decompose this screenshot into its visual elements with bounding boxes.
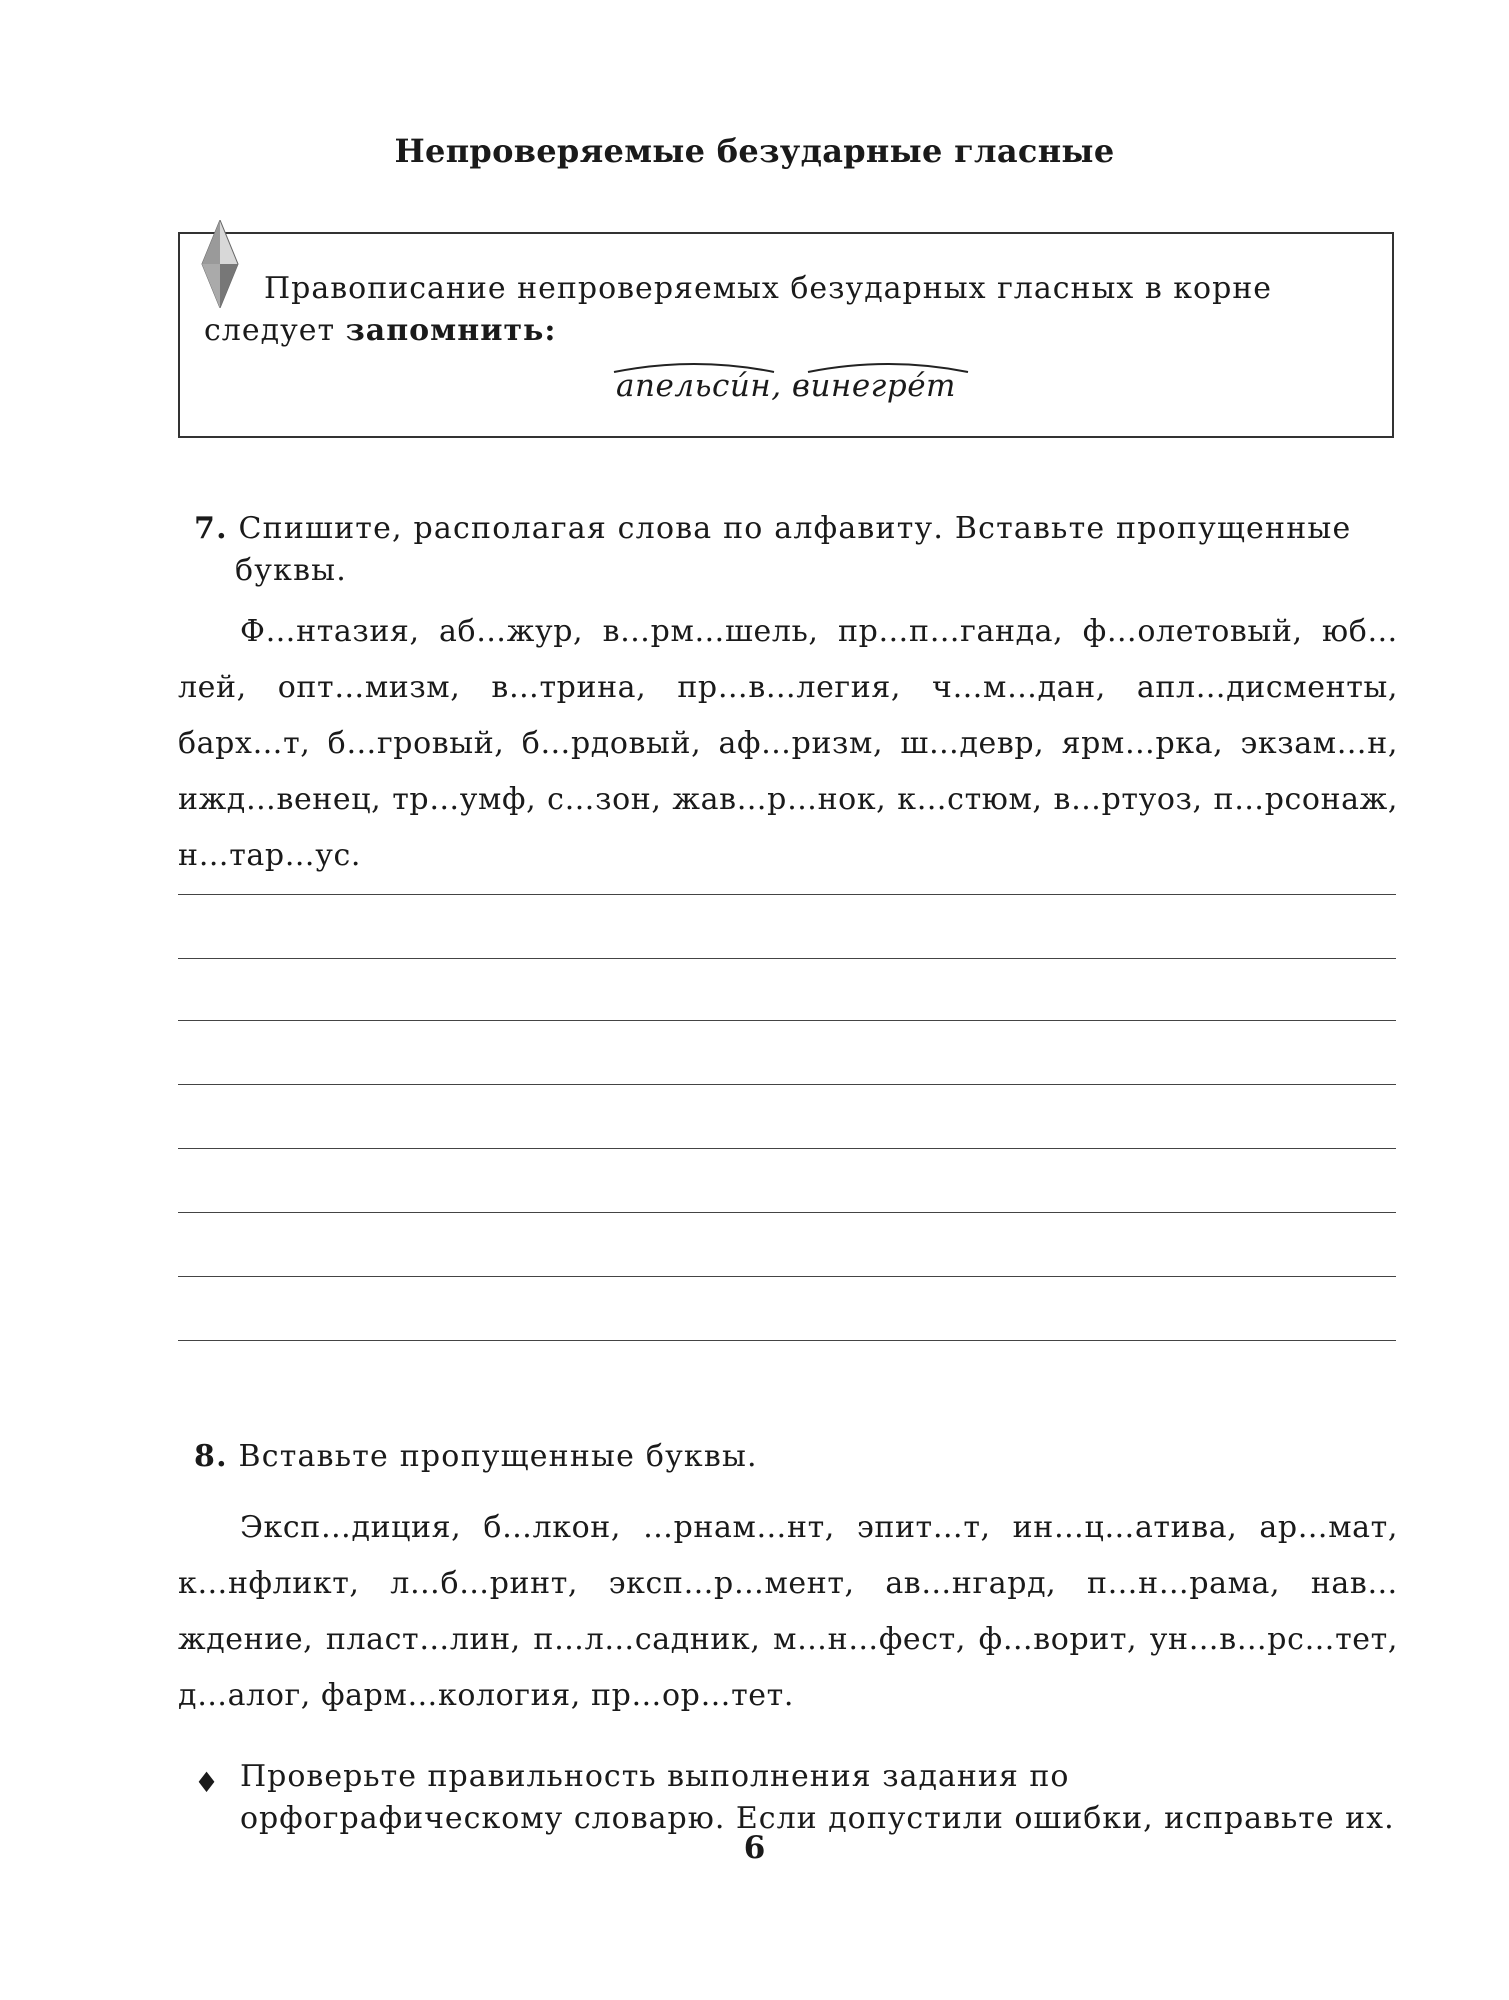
- writing-line[interactable]: [178, 1148, 1396, 1149]
- task7-instruction-line1: Спишите, располагая слова по алфавиту. Вставьте пропущенные: [238, 511, 1352, 546]
- page-number: 6: [743, 1830, 766, 1866]
- page-title: Непроверяемые безударные гласные: [394, 132, 1115, 170]
- writing-line[interactable]: [178, 1084, 1396, 1085]
- task8-instruction: [194, 1436, 1394, 1478]
- writing-line[interactable]: [178, 1020, 1396, 1021]
- task8-number: 8.: [194, 1439, 228, 1474]
- task7-words: [178, 604, 1398, 884]
- rule-text-main: Правописание непроверяемых безударных гласных в корне следует: [204, 271, 1273, 348]
- task8-words: [178, 1500, 1398, 1724]
- writing-line[interactable]: [178, 958, 1396, 959]
- task8-words-text: Эксп…диция, б…лкон, …рнам…нт, эпит…т, ин…ц…атива, ар…мат, к…нфликт, л…б…ринт, эксп…р…мент, ав…нгард, п…н…рама, нав…ждение, пласт…лин, п…л…садник, м…н…фест, ф…ворит, ун…в…рс…тет, д…алог, фарм…кология, пр…ор…тет.: [178, 1510, 1398, 1713]
- task7-instruction-line2: буквы.: [235, 553, 347, 588]
- check-note: Проверьте правильность выполнения задания по орфографическому словарю. Если допустили ошибки, исправьте их.: [240, 1759, 1395, 1836]
- rule-examples: апельсúн, винегрéт: [616, 368, 956, 404]
- task7-number: 7.: [194, 511, 228, 546]
- task7-instruction: [194, 508, 1394, 592]
- diamond-bullet-icon: ♦: [194, 1766, 220, 1799]
- rule-text: [204, 268, 1384, 352]
- task7-words-text: Ф…нтазия, аб…жур, в…рм…шель, пр…п…ганда, ф…олетовый, юб…лей, опт…мизм, в…трина, пр…в…легия, ч…м…дан, апл…дисменты, барх…т, б…гровый, б…рдовый, аф…ризм, ш…девр, ярм…рка, экзам…н, ижд…венец, тр…умф, с…зон, жав…р…нок, к…стюм, в…ртуоз, п…рсонаж, н…тар…ус.: [178, 614, 1398, 873]
- task8-instruction-text: Вставьте пропущенные буквы.: [238, 1439, 758, 1474]
- writing-line[interactable]: [178, 1212, 1396, 1213]
- rule-text-bold: запомнить:: [345, 313, 557, 348]
- writing-line[interactable]: [178, 1276, 1396, 1277]
- writing-line[interactable]: [178, 1340, 1396, 1341]
- writing-line[interactable]: [178, 894, 1396, 895]
